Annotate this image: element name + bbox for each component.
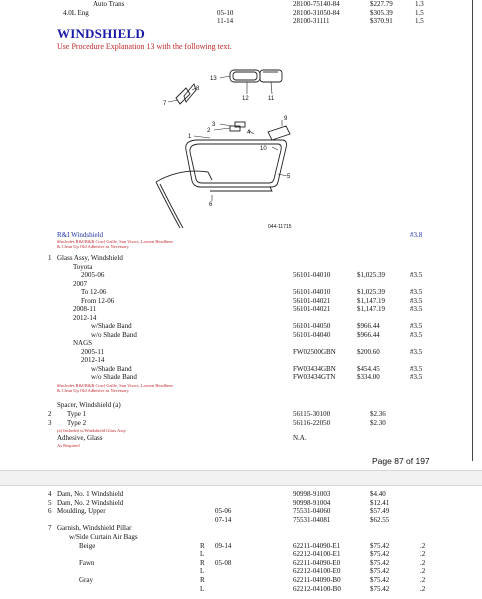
callout-12: 12	[242, 96, 249, 102]
row-label: Glass Assy, Windshield	[57, 254, 123, 262]
part-number: 75531-04060	[293, 507, 331, 516]
table-row	[0, 0, 482, 8]
table-row	[0, 585, 482, 593]
table-row	[0, 17, 482, 25]
glass-note	[0, 388, 482, 396]
price: $200.60	[357, 347, 380, 356]
table-row	[0, 373, 482, 381]
part-number: 28100-31050-84	[293, 9, 340, 17]
callout-11: 11	[268, 96, 275, 102]
row-label: 2007	[73, 279, 87, 288]
table-row	[0, 356, 482, 364]
price: $75.42	[370, 576, 390, 584]
part-number: 62212-04100-B0	[293, 584, 341, 593]
labor-hours: 1.5	[415, 17, 424, 25]
page-indicator: Page 87 of 197	[372, 456, 430, 466]
table-row	[0, 314, 482, 322]
price: $75.42	[370, 567, 390, 576]
callout-3: 3	[212, 122, 216, 128]
callout-1: 1	[188, 134, 192, 140]
callout-6: 6	[209, 202, 213, 208]
callout-7: 7	[163, 101, 167, 107]
price: $57.49	[370, 507, 390, 516]
price: $1,025.39	[357, 288, 385, 296]
callout-10: 10	[260, 146, 267, 152]
row-label: Spacer, Windshield (a)	[57, 401, 121, 409]
side-code: L	[200, 584, 205, 593]
row-label: Gray	[79, 576, 93, 584]
price: $1,147.19	[357, 305, 385, 313]
price: $334.00	[357, 373, 380, 381]
side-code: L	[200, 550, 205, 559]
table-row	[0, 322, 482, 330]
labor-hours: #3.5	[410, 347, 423, 356]
row-label: w/o Shade Band	[91, 373, 137, 381]
labor-hours: 1.5	[415, 9, 424, 17]
part-number: 90998-91003	[293, 490, 331, 498]
callout-2: 2	[207, 128, 211, 134]
row-label: Auto Trans	[93, 0, 125, 8]
price: $75.42	[370, 584, 390, 593]
table-row	[0, 280, 482, 288]
table-row	[0, 559, 482, 567]
table-row	[0, 499, 482, 507]
table-row	[0, 339, 482, 347]
row-label: Dam, No. 2 Windshield	[57, 498, 124, 507]
table-row	[0, 331, 482, 339]
item-number: 4	[48, 490, 52, 498]
part-number: 75531-04081	[293, 515, 331, 524]
year-range: 09-14	[215, 541, 232, 550]
labor-hours: .2	[420, 584, 426, 593]
row-label: 2012-14	[81, 356, 105, 364]
row-label: 2012-14	[73, 313, 97, 322]
part-number: FW03434GBN	[293, 364, 336, 373]
row-label: From 12-06	[81, 296, 115, 305]
side-code: R	[200, 541, 205, 550]
row-label: Garnish, Windshield Pillar	[57, 524, 132, 533]
table-row	[0, 567, 482, 575]
side-code: L	[200, 567, 205, 576]
labor-hours: #3.5	[410, 364, 423, 373]
labor-hours: #3.5	[410, 305, 423, 313]
labor-hours: #3.5	[410, 296, 423, 305]
row-label: w/Shade Band	[91, 322, 132, 330]
callout-8: 8	[196, 86, 200, 92]
price: $62.55	[370, 515, 390, 524]
part-number: 56115-30100	[293, 410, 331, 418]
part-number: FW02500GBN	[293, 347, 336, 356]
part-number: 28100-75140-84	[293, 0, 340, 8]
labor-hours: .2	[420, 541, 426, 550]
year-range: 05-10	[217, 9, 234, 17]
rni-note	[0, 244, 482, 252]
year-range: 05-08	[215, 558, 232, 567]
price: $1,147.19	[357, 296, 385, 305]
price: $966.44	[357, 330, 380, 339]
row-label: 2005-11	[81, 347, 105, 356]
price: $454.45	[357, 364, 380, 373]
table-row	[0, 365, 482, 373]
part-number: 90998-91004	[293, 498, 331, 507]
labor-hours: #3.5	[410, 271, 423, 279]
price: $2.36	[370, 410, 386, 418]
labor-hours: #3.5	[410, 373, 423, 381]
table-row	[0, 490, 482, 498]
sensor-bracket	[268, 126, 290, 140]
table-row	[0, 410, 482, 418]
row-label: Dam, No. 1 Windshield	[57, 490, 124, 498]
row-label: 4.0L Eng	[63, 9, 89, 17]
part-number: 62212-04100-E0	[293, 567, 341, 576]
part-number: 62211-04090-E0	[293, 558, 341, 567]
table-row	[0, 516, 482, 524]
row-label: Type 2	[67, 419, 87, 427]
adhesive-note	[0, 443, 482, 451]
table-row	[0, 401, 482, 409]
callout-13: 13	[210, 76, 217, 82]
page-break	[0, 470, 482, 486]
price: $305.39	[370, 9, 393, 17]
price: $4.40	[370, 490, 386, 498]
price: $2.30	[370, 419, 386, 427]
part-number: 56101-04010	[293, 288, 331, 296]
rni-label: R&I Windshield	[57, 231, 104, 239]
labor-hours: .2	[420, 576, 426, 584]
table-row	[0, 288, 482, 296]
row-label: To 12-06	[81, 288, 107, 296]
table-row	[0, 419, 482, 427]
windshield-glass	[186, 140, 287, 187]
pillar-garnish	[176, 84, 196, 104]
labor-hours: #3.5	[410, 322, 423, 330]
table-row	[0, 271, 482, 279]
price: $75.42	[370, 541, 390, 550]
spacer-note-text: (a) Included w/Windshield Glass Assy	[57, 428, 127, 433]
table-row	[0, 542, 482, 550]
labor-hours: 1.3	[415, 0, 424, 8]
table-row	[0, 263, 482, 271]
labor-hours: .2	[420, 550, 426, 559]
diagram-code: 044-11715	[268, 224, 292, 230]
side-code: R	[200, 558, 205, 567]
labor-hours: #3.5	[410, 330, 423, 339]
side-code: R	[200, 576, 205, 584]
table-row	[0, 305, 482, 313]
item-number: 3	[48, 419, 52, 427]
part-number: 56101-04010	[293, 271, 331, 279]
price: $12.41	[370, 498, 390, 507]
table-row	[0, 297, 482, 305]
price: $75.42	[370, 558, 390, 567]
part-number: 56101-04021	[293, 296, 331, 305]
part-number: 56101-04021	[293, 305, 331, 313]
item-number: 2	[48, 410, 52, 418]
part-number: 62211-04090-E1	[293, 541, 341, 550]
glass-note-line-1: #Includes R&I/R&R Cowl Grille, Sun Visors, Loosen Headliner	[57, 383, 174, 388]
table-row	[0, 9, 482, 17]
row-label: w/Side Curtain Air Bags	[69, 533, 138, 541]
part-number: 62212-04100-E1	[293, 550, 341, 559]
callout-4: 4	[247, 130, 251, 136]
table-row	[0, 550, 482, 558]
labor-hours: .2	[420, 567, 426, 576]
row-label: Toyota	[73, 262, 93, 271]
year-range: 11-14	[217, 17, 234, 25]
rni-row	[0, 231, 482, 239]
table-row	[0, 434, 482, 442]
table-row	[0, 524, 482, 532]
labor-hours: .2	[420, 558, 426, 567]
windshield-parts-diagram	[150, 60, 320, 232]
price: $227.79	[370, 0, 393, 8]
row-label: Fawn	[79, 558, 95, 567]
part-number: N.A.	[293, 434, 307, 442]
part-number: FW03434GTN	[293, 373, 336, 381]
row-label: NAGS	[73, 339, 93, 347]
glass-note-line-2: & Clean Up Old Adhesive as Necessary	[57, 388, 129, 393]
row-label: Beige	[79, 541, 96, 550]
row-label: w/o Shade Band	[91, 330, 137, 339]
item-number: 5	[48, 498, 52, 507]
table-row	[0, 348, 482, 356]
procedure-intro: Use Procedure Explanation 13 with the following text.	[57, 42, 232, 51]
callout-9: 9	[284, 116, 288, 122]
item-number: 1	[48, 254, 52, 262]
price: $370.91	[370, 17, 393, 25]
price: $75.42	[370, 550, 390, 559]
price: $966.44	[357, 322, 380, 330]
table-row	[0, 254, 482, 262]
row-label: Adhesive, Glass	[57, 434, 103, 442]
table-row	[0, 507, 482, 515]
adhesive-note-text: As Required	[57, 443, 80, 448]
row-label: 2008-11	[73, 305, 97, 313]
table-row	[0, 533, 482, 541]
item-number: 7	[48, 524, 52, 533]
windshield-dam	[156, 171, 212, 228]
item-number: 6	[48, 507, 52, 516]
row-label: w/Shade Band	[91, 364, 132, 373]
callout-5: 5	[287, 174, 291, 180]
part-number: 56101-04050	[293, 322, 331, 330]
rni-note-line-2: & Clean Up Old Adhesive as Necessary	[57, 244, 129, 249]
row-label: 2005-06	[81, 271, 105, 279]
row-label: Moulding, Upper	[57, 507, 106, 516]
section-title: WINDSHIELD	[57, 26, 145, 41]
part-number: 56116-22050	[293, 419, 331, 427]
year-range: 05-06	[215, 507, 232, 516]
part-number: 56101-04040	[293, 330, 331, 339]
labor-hours: #3.5	[410, 288, 423, 296]
year-range: 07-14	[215, 515, 232, 524]
part-number: 62211-04090-B0	[293, 576, 341, 584]
price: $1,025.39	[357, 271, 385, 279]
part-number: 28100-31111	[293, 17, 330, 25]
table-row	[0, 576, 482, 584]
rni-note-line-1: #Includes R&I/R&R Cowl Grille, Sun Visors, Loosen Headliner	[57, 239, 174, 244]
row-label: Type 1	[67, 410, 87, 418]
rni-hours: #3.8	[410, 231, 423, 239]
